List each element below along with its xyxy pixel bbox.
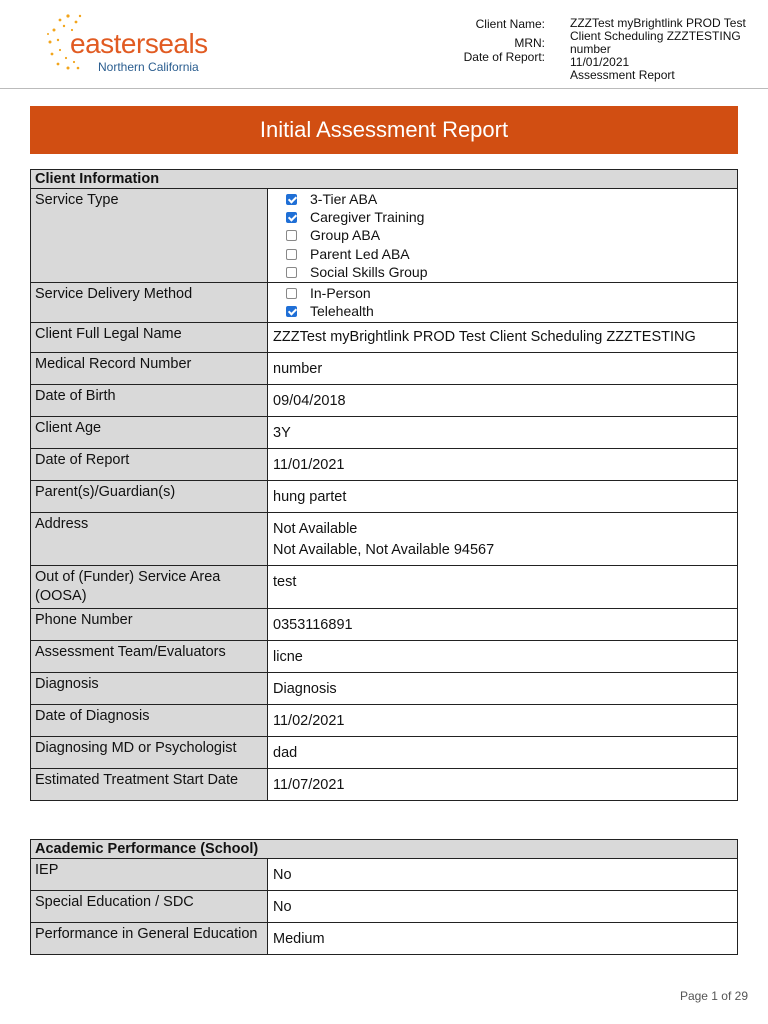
address-value	[268, 513, 738, 566]
logo-wordmark: easterseals	[70, 28, 208, 59]
table-row	[31, 737, 738, 769]
option-social-skills-group[interactable]	[272, 263, 733, 281]
row-value: No	[268, 859, 738, 891]
row-value: ZZZTest myBrightlink PROD Test Client Scheduling ZZZTESTING	[268, 323, 738, 353]
address-line-1: Not Available	[273, 521, 358, 538]
row-label: Out of (Funder) Service Area (OOSA)	[31, 566, 268, 609]
option-label: Social Skills Group	[310, 263, 428, 280]
academic-performance-table	[30, 839, 738, 955]
row-value: Medium	[268, 923, 738, 955]
table-row	[31, 923, 738, 955]
option-parent-led-aba[interactable]	[272, 245, 733, 263]
table-row	[31, 673, 738, 705]
option-caregiver-training[interactable]	[272, 208, 733, 226]
row-label: Diagnosis	[31, 673, 268, 705]
checkbox[interactable]	[286, 212, 297, 223]
row-label: Address	[31, 513, 268, 566]
page-number: Page 1 of 29	[679, 989, 748, 1003]
option-label: Caregiver Training	[310, 208, 425, 225]
checkbox[interactable]	[286, 194, 297, 205]
client-name-value-line2: Client Scheduling ZZZTESTING	[570, 29, 741, 43]
row-value: number	[268, 353, 738, 385]
row-value: licne	[268, 641, 738, 673]
checkbox[interactable]	[286, 288, 297, 299]
table-row	[31, 417, 738, 449]
date-of-report-value: 11/01/2021	[570, 55, 630, 69]
table-row	[31, 705, 738, 737]
table-row	[31, 769, 738, 801]
row-label: Phone Number	[31, 609, 268, 641]
mrn-label: MRN:	[514, 36, 545, 50]
option-label: Telehealth	[310, 303, 374, 320]
checkbox[interactable]	[286, 267, 297, 278]
easterseals-logo	[46, 10, 216, 72]
row-value: 3Y	[268, 417, 738, 449]
service-type-label: Service Type	[31, 189, 268, 283]
option-label: In-Person	[310, 285, 371, 302]
row-value: 09/04/2018	[268, 385, 738, 417]
header-labels	[420, 17, 545, 64]
option-3-tier-aba[interactable]	[272, 190, 733, 208]
section-header-row	[31, 170, 738, 189]
row-value: hung partet	[268, 481, 738, 513]
row-label: Date of Birth	[31, 385, 268, 417]
checkbox[interactable]	[286, 230, 297, 241]
row-label: Client Full Legal Name	[31, 323, 268, 353]
row-value: 0353116891	[268, 609, 738, 641]
row-label: Assessment Team/Evaluators	[31, 641, 268, 673]
table-row	[31, 641, 738, 673]
row-label: Date of Diagnosis	[31, 705, 268, 737]
header-values	[570, 17, 766, 82]
logo-subtitle: Northern California	[98, 60, 199, 74]
option-label: 3-Tier ABA	[310, 190, 378, 207]
row-value: No	[268, 891, 738, 923]
client-name-label: Client Name:	[475, 17, 545, 31]
client-name-value-line1: ZZZTest myBrightlink PROD Test	[570, 16, 746, 30]
table-row	[31, 323, 738, 353]
header-divider	[0, 88, 768, 89]
table-row	[31, 609, 738, 641]
option-telehealth[interactable]	[272, 303, 733, 321]
service-type-row	[31, 189, 738, 283]
row-label: Medical Record Number	[31, 353, 268, 385]
row-value: Diagnosis	[268, 673, 738, 705]
row-value: test	[268, 566, 738, 609]
table-row	[31, 353, 738, 385]
row-value: 11/01/2021	[268, 449, 738, 481]
row-value: 11/07/2021	[268, 769, 738, 801]
row-label: Estimated Treatment Start Date	[31, 769, 268, 801]
table-row	[31, 891, 738, 923]
report-type-value: Assessment Report	[570, 68, 675, 82]
option-label: Group ABA	[310, 227, 381, 244]
row-label: Client Age	[31, 417, 268, 449]
service-type-options	[268, 189, 738, 283]
table-row	[31, 859, 738, 891]
service-delivery-options	[268, 283, 738, 323]
row-value: 11/02/2021	[268, 705, 738, 737]
checkbox[interactable]	[286, 306, 297, 317]
academic-performance-heading: Academic Performance (School)	[31, 840, 738, 859]
row-label: Diagnosing MD or Psychologist	[31, 737, 268, 769]
option-in-person[interactable]	[272, 284, 733, 302]
row-label: Date of Report	[31, 449, 268, 481]
table-row	[31, 513, 738, 566]
mrn-value: number	[570, 42, 611, 56]
date-of-report-label: Date of Report:	[463, 50, 545, 64]
client-information-table	[30, 169, 738, 801]
row-label: Special Education / SDC	[31, 891, 268, 923]
report-title-banner: Initial Assessment Report	[30, 106, 738, 154]
table-row	[31, 449, 738, 481]
table-row	[31, 566, 738, 609]
address-line-2: Not Available, Not Available 94567	[273, 542, 495, 559]
option-group-aba[interactable]	[272, 227, 733, 245]
client-information-heading: Client Information	[31, 170, 738, 189]
table-row	[31, 481, 738, 513]
checkbox[interactable]	[286, 249, 297, 260]
row-label: IEP	[31, 859, 268, 891]
row-value: dad	[268, 737, 738, 769]
row-label: Performance in General Education	[31, 923, 268, 955]
table-row	[31, 385, 738, 417]
section-header-row	[31, 840, 738, 859]
row-label: Parent(s)/Guardian(s)	[31, 481, 268, 513]
service-delivery-label: Service Delivery Method	[31, 283, 268, 323]
service-delivery-row	[31, 283, 738, 323]
option-label: Parent Led ABA	[310, 245, 410, 262]
